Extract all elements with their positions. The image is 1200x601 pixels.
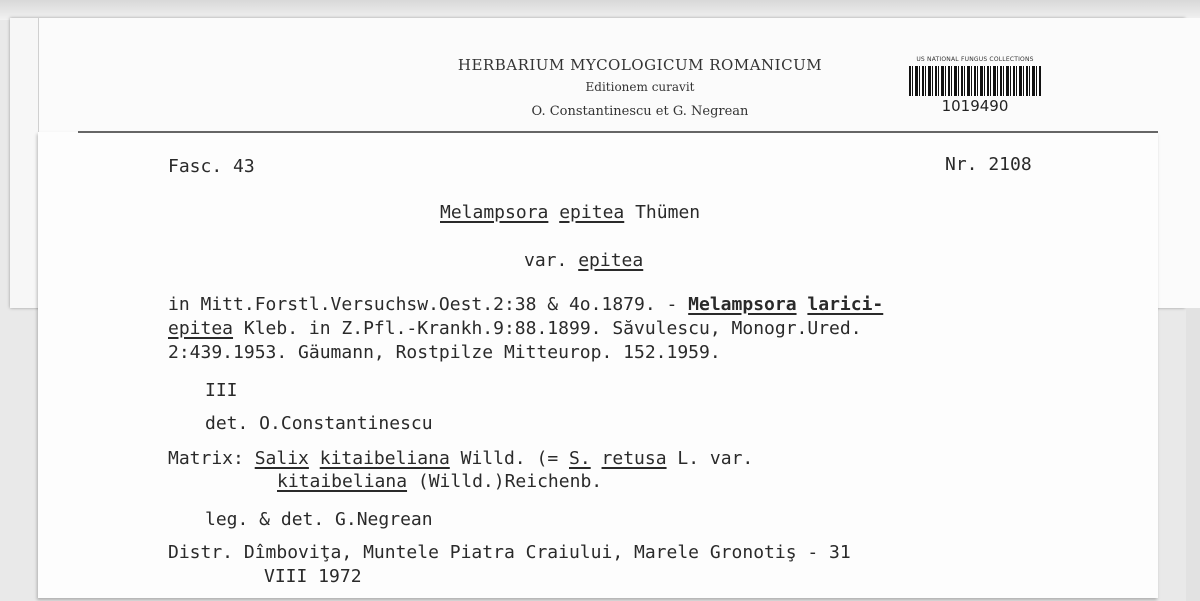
distribution-line-1: Distr. Dîmboviţa, Muntele Piatra Craiului, Marele Gronotiş - 31: [168, 542, 851, 563]
distribution-line-2: VIII 1972: [264, 566, 362, 587]
matrix-line-1: [168, 448, 753, 470]
fascicle-number: Fasc. 43: [168, 156, 255, 177]
variety-line: [524, 250, 643, 272]
matrix-text-1: Willd. (=: [449, 448, 569, 469]
citation-text-1: in Mitt.Forstl.Versuchsw.Oest.2:38 & 4o.1879. -: [168, 294, 689, 315]
barcode-number: 1019490: [941, 97, 1009, 115]
taxon-genus: Melampsora: [440, 202, 549, 223]
host-species: kitaibeliana: [319, 448, 450, 469]
taxon-author: Thümen: [635, 202, 701, 223]
citation-line-3: 2:439.1953. Gäumann, Rostpilze Mitteurop. 152.1959.: [168, 342, 721, 363]
scan-edge: [1186, 308, 1200, 601]
citation-line-2: [168, 318, 862, 340]
citation-line-1: [168, 294, 883, 316]
host-genus: Salix: [254, 448, 309, 469]
synonym-genus: Melampsora: [688, 294, 797, 315]
scan-background: [0, 0, 1200, 20]
taxon-species: epitea: [559, 202, 625, 223]
host-variety: kitaibeliana: [277, 471, 408, 492]
host-genus-abbrev: S.: [569, 448, 591, 469]
host-retusa: retusa: [601, 448, 667, 469]
collector: leg. & det. G.Negrean: [205, 509, 433, 530]
matrix-label: Matrix:: [168, 448, 244, 469]
matrix-text-2: L. var.: [666, 448, 754, 469]
taxon-name: [440, 202, 700, 224]
header-rule: [78, 131, 1158, 133]
herbarium-editors: O. Constantinescu et G. Negrean: [531, 104, 749, 119]
matrix-line-2: [277, 471, 602, 493]
barcode-caption: US NATIONAL FUNGUS COLLECTIONS: [916, 56, 1034, 63]
citation-text-2: Kleb. in Z.Pfl.-Krankh.9:88.1899. Săvulescu, Monogr.Ured.: [233, 318, 862, 339]
variety-prefix: var.: [524, 250, 568, 271]
matrix-text-3: (Willd.)Reichenb.: [407, 471, 603, 492]
synonym-species-part1: larici-: [807, 294, 884, 315]
variety-name: epitea: [578, 250, 644, 271]
barcode-label: [900, 56, 1050, 126]
determiner: det. O.Constantinescu: [205, 413, 433, 434]
barcode-icon: [909, 66, 1041, 96]
spore-stage: III: [205, 380, 238, 401]
herbarium-title: HERBARIUM MYCOLOGICUM ROMANICUM: [457, 56, 823, 74]
synonym-species-part2: epitea: [168, 318, 234, 339]
specimen-number: Nr. 2108: [945, 154, 1032, 175]
herbarium-subtitle: Editionem curavit: [585, 80, 695, 94]
